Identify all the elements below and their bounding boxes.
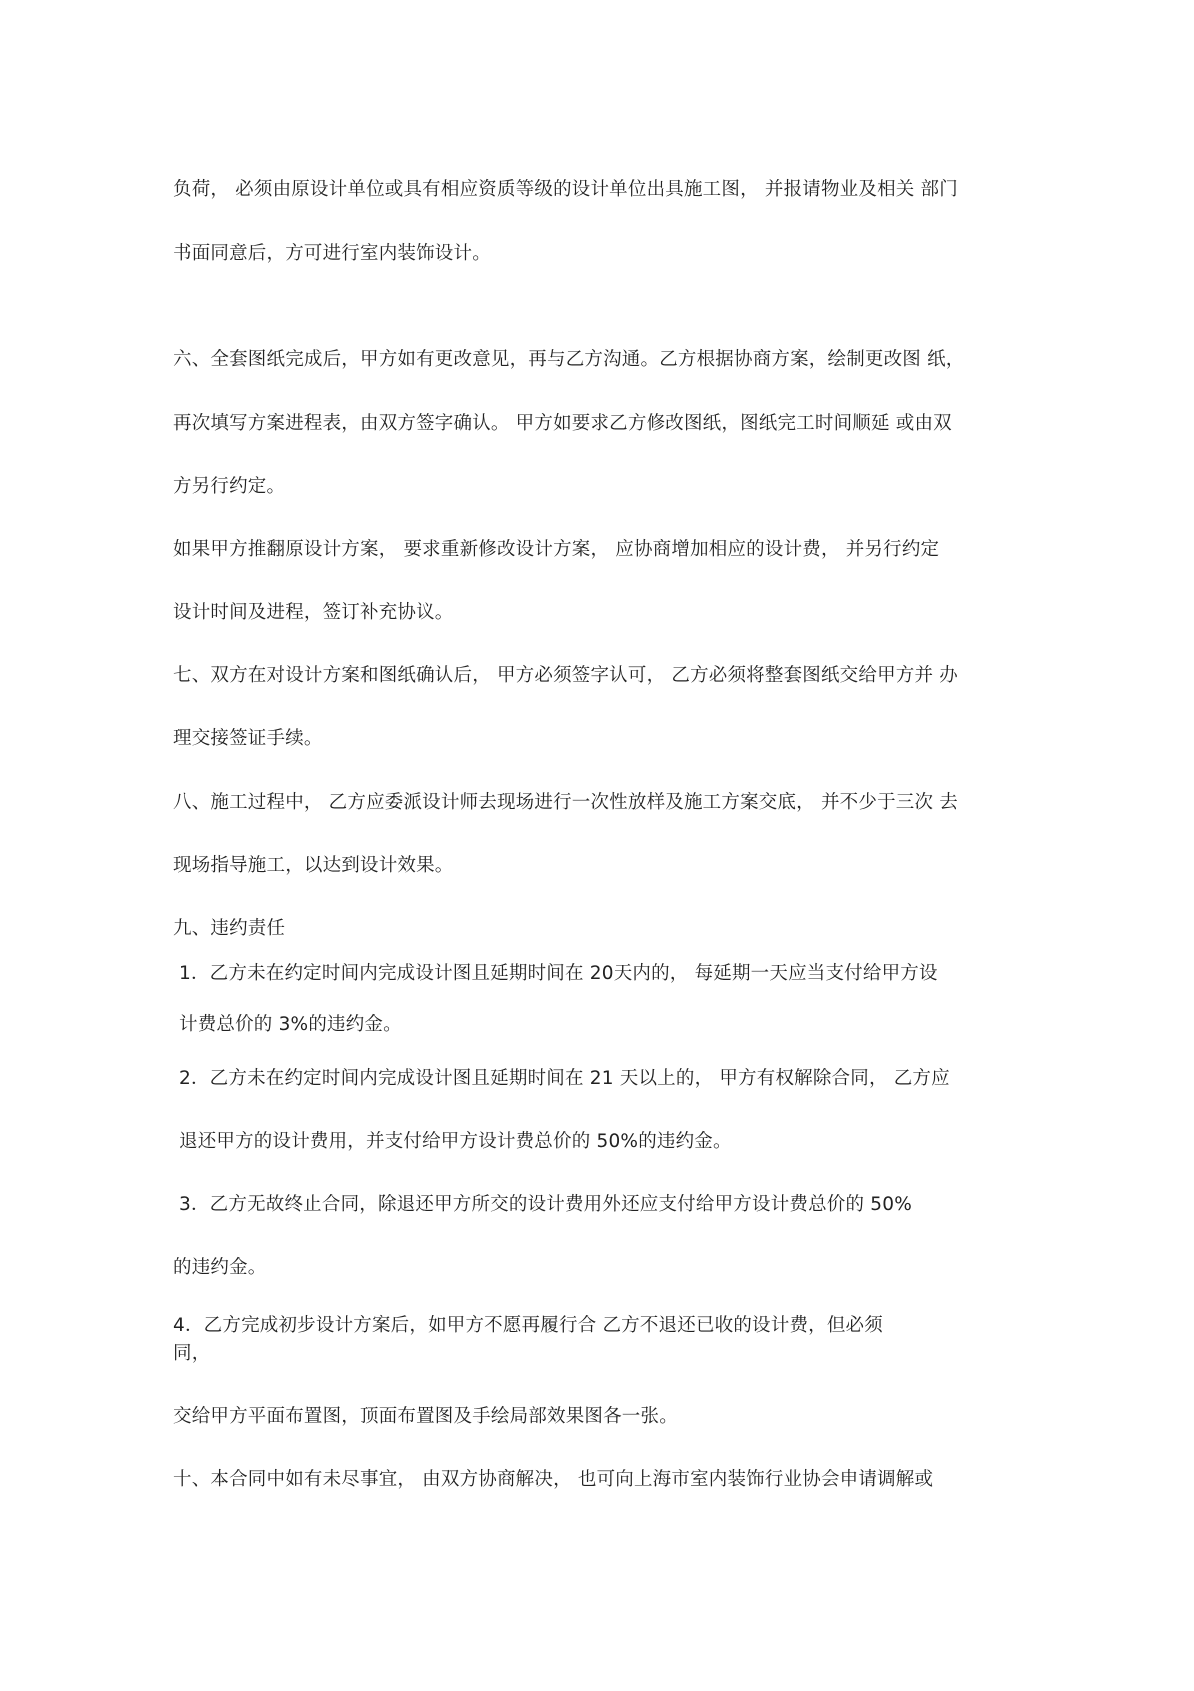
text-line: 计费总价的 3%的违约金。 (179, 1014, 402, 1035)
text-line: 负荷， 必须由原设计单位或具有相应资质等级的设计单位出具施工图， 并报请物业及相关 部门 (173, 179, 958, 200)
text-line: 的违约金。 (173, 1257, 267, 1278)
text-line: 现场指导施工，以达到设计效果。 (173, 855, 454, 876)
text-line: 如果甲方推翻原设计方案， 要求重新修改设计方案， 应协商增加相应的设计费， 并另行约定 (173, 539, 940, 560)
text-line: 2．乙方未在约定时间内完成设计图且延期时间在 21 天以上的， 甲方有权解除合同， 乙方应 (179, 1068, 950, 1089)
text-line: 1．乙方未在约定时间内完成设计图且延期时间在 20天内的， 每延期一天应当支付给甲方设 (179, 963, 938, 984)
text-line: 同， (173, 1343, 211, 1364)
text-line: 3．乙方无故终止合同，除退还甲方所交的设计费用外还应支付给甲方设计费总价的 50% (179, 1194, 912, 1215)
section-heading: 九、违约责任 (173, 918, 286, 939)
text-line: 设计时间及进程，签订补充协议。 (173, 602, 454, 623)
text-line: 八、施工过程中， 乙方应委派设计师去现场进行一次性放样及施工方案交底， 并不少于三次 去 (173, 792, 958, 813)
text-line: 交给甲方平面布置图，顶面布置图及手绘局部效果图各一张。 (173, 1406, 678, 1427)
text-line: 4．乙方完成初步设计方案后，如甲方不愿再履行合 乙方不退还已收的设计费，但必须 (173, 1315, 883, 1336)
text-line: 十、本合同中如有未尽事宜， 由双方协商解决， 也可向上海市室内装饰行业协会申请调解或 (173, 1469, 934, 1490)
text-line: 书面同意后，方可进行室内装饰设计。 (173, 243, 491, 264)
text-line: 七、双方在对设计方案和图纸确认后， 甲方必须签字认可， 乙方必须将整套图纸交给甲方并 办 (173, 665, 958, 686)
text-line: 方另行约定。 (173, 476, 286, 497)
text-line: 六、全套图纸完成后，甲方如有更改意见，再与乙方沟通。乙方根据协商方案，绘制更改图 纸， (173, 349, 965, 370)
text-line: 理交接签证手续。 (173, 728, 323, 749)
text-line: 再次填写方案进程表，由双方签字确认。 甲方如要求乙方修改图纸，图纸完工时间顺延 或由双 (173, 413, 952, 434)
text-line: 退还甲方的设计费用，并支付给甲方设计费总价的 50%的违约金。 (179, 1131, 732, 1152)
